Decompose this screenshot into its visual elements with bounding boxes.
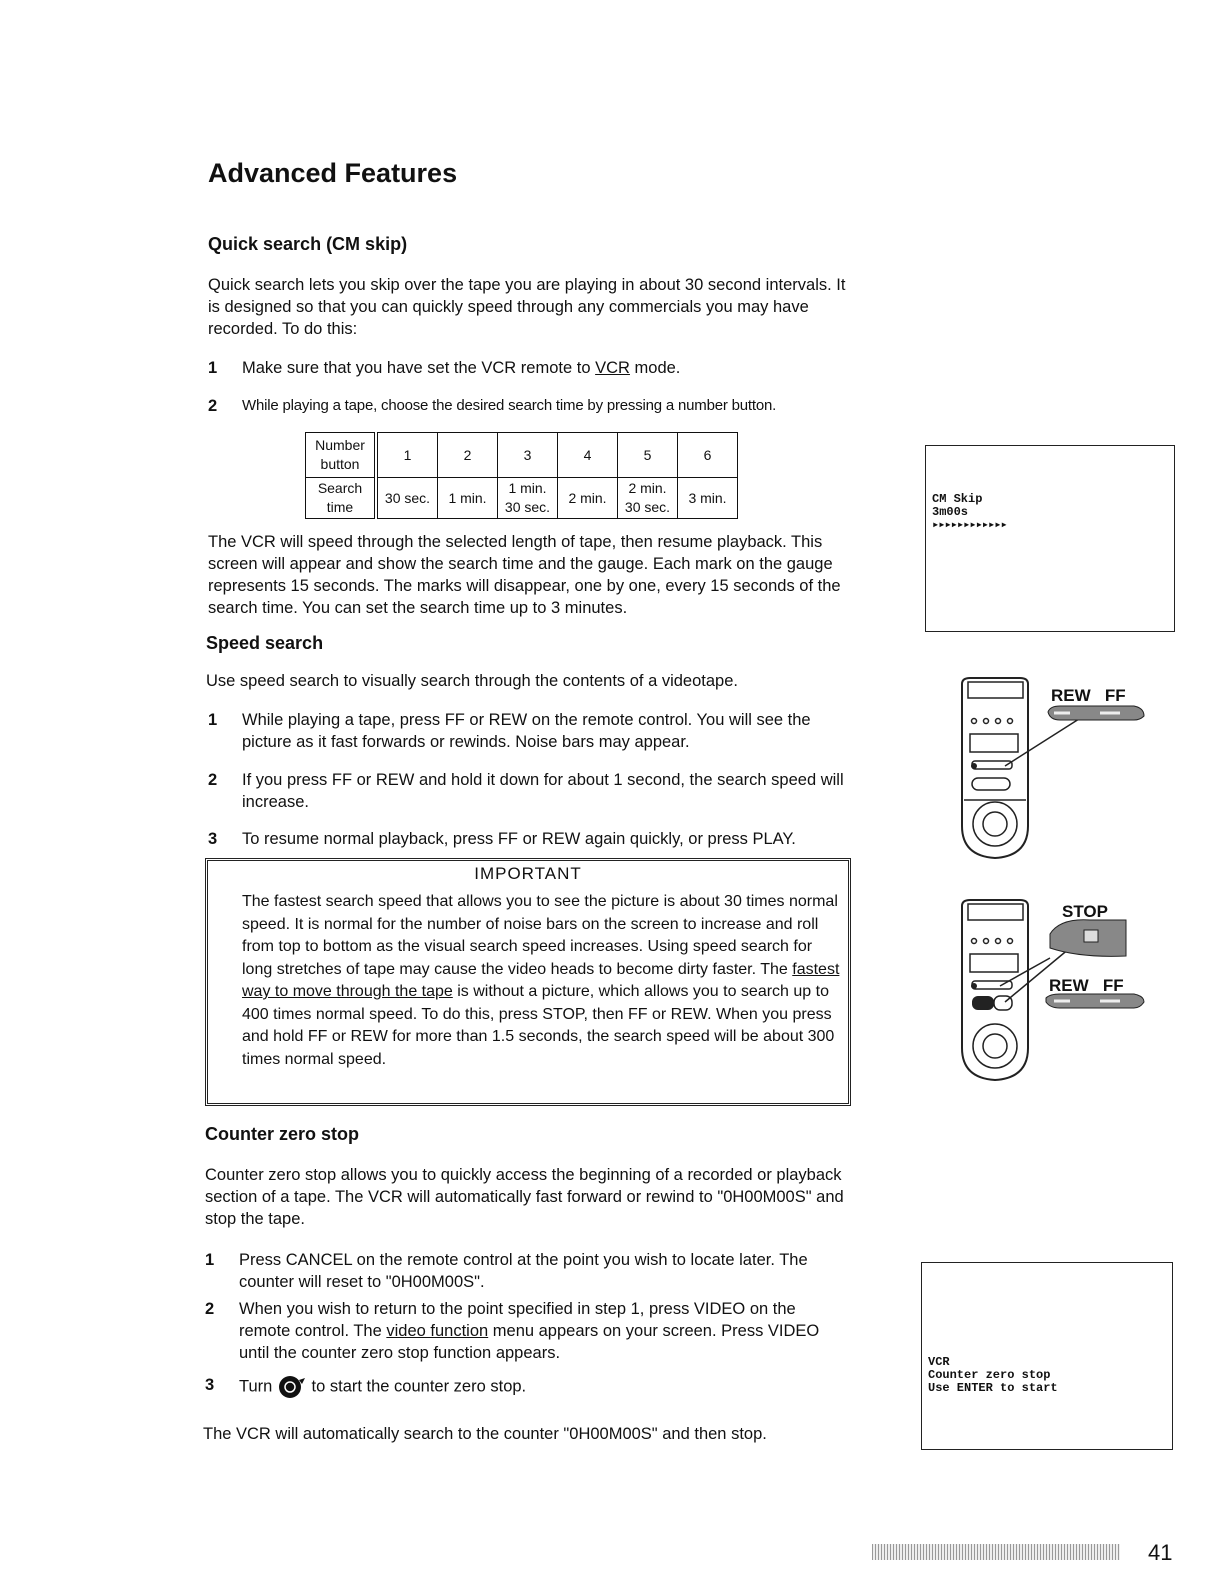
cm-skip-screen: [925, 445, 1175, 632]
step-text: While playing a tape, press FF or REW on the remote control. You will see the picture as it fast forwards or rewinds. Noise bars may appear.: [242, 711, 811, 751]
table-cell: 3 min.: [678, 478, 738, 519]
screen-line: Use ENTER to start: [928, 1381, 1058, 1395]
quick-search-intro: Quick search lets you skip over the tape you are playing in about 30 second intervals. It is designed so that you can quickly speed through any commercials you may have recorded. To do this:: [208, 276, 846, 338]
step-text: To resume normal playback, press FF or REW again quickly, or press PLAY.: [242, 830, 796, 848]
quick-search-heading: Quick search (CM skip): [208, 234, 408, 254]
counter-zero-screen: [921, 1262, 1173, 1450]
quick-search-after: The VCR will speed through the selected length of tape, then resume playback. This screen will appear and show the search time and the gauge. Each mark on the gauge represents 15 seconds. The marks will disappear, one by one, every 15 seconds of the search time. You can set the search time up to 3 minutes.: [208, 533, 841, 617]
rew-ff-label: REW FF: [1051, 686, 1126, 705]
speed-step-1: [208, 709, 848, 753]
counter-step-1: [205, 1249, 845, 1293]
table-cell: 3: [498, 433, 558, 478]
counter-zero-intro: Counter zero stop allows you to quickly access the beginning of a recorded or playback section of a tape. The VCR will automatically fast forward or rewind to "0H00M00S" and stop the tape.: [205, 1166, 844, 1228]
step-number: 1: [205, 1251, 215, 1269]
table-cell: 2 min. 30 sec.: [618, 478, 678, 519]
step-number: 3: [208, 830, 218, 848]
step-text: Press CANCEL on the remote control at the point you wish to locate later. The counter will reset to "0H00M00S".: [239, 1251, 808, 1291]
counter-step-2: [205, 1298, 845, 1364]
page-footer-bar: [872, 1544, 1120, 1560]
step-number: 2: [208, 397, 218, 415]
video-function-link[interactable]: video function: [386, 1322, 489, 1340]
page-number: 41: [1148, 1540, 1173, 1565]
speed-search-heading: Speed search: [206, 633, 324, 653]
step-text: When you wish to return to the point specified in step 1, press VIDEO on the remote control. The video function menu appears on your screen. Press VIDEO until the counter zero stop function appears.: [239, 1300, 820, 1362]
counter-step-3: [205, 1374, 845, 1402]
step-number: 2: [205, 1300, 215, 1318]
quick-step-1: 1 Make sure that you have set the VCR remote to VCR mode.: [208, 359, 681, 377]
screen-line: Counter zero stop: [928, 1368, 1051, 1382]
counter-zero-after: The VCR will automatically search to the counter "0H00M00S" and then stop.: [203, 1425, 767, 1443]
page-title: Advanced Features: [208, 158, 458, 188]
counter-zero-heading: Counter zero stop: [205, 1124, 360, 1144]
gauge-marks: ▸▸▸▸▸▸▸▸▸▸▸▸: [932, 518, 1007, 532]
vcr-link[interactable]: VCR: [595, 359, 630, 377]
step-number: 3: [205, 1376, 215, 1394]
important-text: The fastest search speed that allows you to see the picture is about 30 times normal speed. It is normal for the number of noise bars on the screen to increase and roll from top to bottom as the visual search speed increases. Using speed search for long stretches of tape may cause the video heads to become dirty faster. The fastest way to move through the tape is without a picture, which allows you to search up to 400 times normal speed. To do this, press STOP, then FF or REW. When you press and hold FF or REW for more than 1.5 seconds, the search speed will be about 300 times normal speed.: [242, 893, 840, 1068]
screen-line: 3m00s: [932, 505, 969, 519]
table-cell: 1 min.: [438, 478, 498, 519]
step-text: While playing a tape, choose the desired search time by pressing a number button.: [242, 397, 777, 414]
speed-search-intro: Use speed search to visually search through the contents of a videotape.: [206, 672, 738, 690]
table-cell: 5: [618, 433, 678, 478]
step-text: If you press FF or REW and hold it down for about 1 second, the search speed will increase.: [242, 771, 844, 811]
screen-line: VCR: [928, 1355, 950, 1369]
table-cell: 2: [438, 433, 498, 478]
step-text-end: to start the counter zero stop.: [311, 1377, 527, 1396]
table-cell: 2 min.: [558, 478, 618, 519]
table-cell: 1: [376, 433, 438, 478]
table-header-number: Number button: [306, 433, 377, 478]
speed-step-3: [208, 828, 858, 850]
quick-step-2: [208, 395, 858, 417]
table-cell: 6: [678, 433, 738, 478]
table-header-search-time: Search time: [306, 478, 377, 519]
stop-label: STOP: [1062, 902, 1108, 921]
important-box: [205, 858, 851, 1106]
step-number: 1: [208, 711, 218, 729]
dial-icon: [277, 1374, 307, 1400]
important-title: IMPORTANT: [474, 864, 582, 883]
step-number: 2: [208, 771, 218, 789]
search-time-table: [305, 432, 738, 519]
table-cell: 1 min. 30 sec.: [498, 478, 558, 519]
table-cell: 4: [558, 433, 618, 478]
rew-ff-label-2: REW FF: [1049, 976, 1124, 995]
step-number: 1: [208, 359, 218, 377]
fastest-way-link[interactable]: fastest way to move through the tape: [242, 960, 840, 1000]
step-text: Make sure that you have set the VCR remote to: [242, 359, 591, 377]
table-cell: 30 sec.: [376, 478, 438, 519]
step-text: Turn: [239, 1377, 273, 1396]
speed-step-2: [208, 769, 848, 813]
screen-line: CM Skip: [932, 492, 983, 506]
